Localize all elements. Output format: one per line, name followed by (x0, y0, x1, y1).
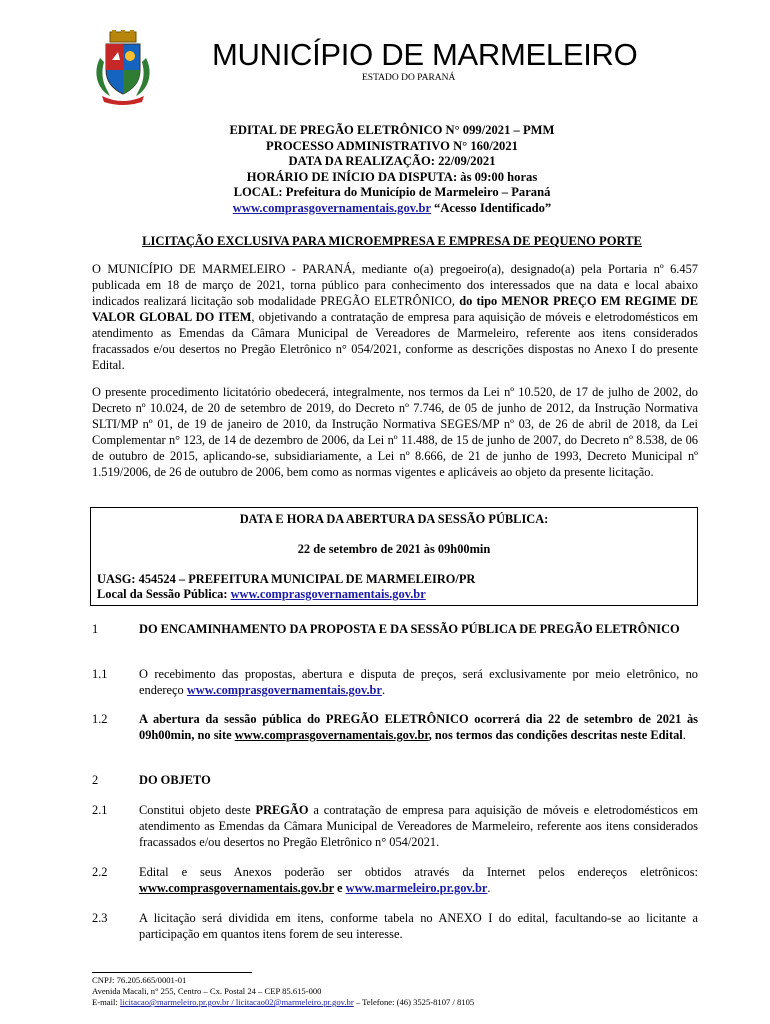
item-body: Edital e seus Anexos poderão ser obtidos através da Internet pelos endereços eletrônicos: (139, 865, 698, 879)
session-datetime: 22 de setembro de 2021 às 09h00min (297, 542, 491, 556)
intro-text: O MUNICÍPIO DE MARMELEIRO - PARANÁ, mediante o(a) pregoeiro(a), designado(a) pela Portaria nº 6.457 publicada em 18 de março de 2021, torna público para conhecimento dos interessados que na data e local abaixo indicados realizará licitação sob modalidade PREGÃO ELETRÔNICO, (92, 262, 698, 308)
process-number: PROCESSO ADMINISTRATIVO N° 160/2021 (266, 138, 518, 153)
item-link[interactable]: www.comprasgovernamentais.gov.br (186, 683, 382, 697)
section-title: DO ENCAMINHAMENTO DA PROPOSTA E DA SESSÃO PÚBLICA DE PREGÃO ELETRÔNICO (139, 622, 680, 636)
section-number: 1 (92, 622, 99, 636)
uasg-line: UASG: 454524 – PREFEITURA MUNICIPAL DE MARMELEIRO/PR (97, 572, 476, 586)
session-local-link[interactable]: www.comprasgovernamentais.gov.br (230, 587, 426, 601)
item-link-1[interactable]: www.comprasgovernamentais.gov.br (139, 881, 334, 895)
footer-address: Avenida Macali, n° 255, Centro – Cx. Postal 24 – CEP 85.615-000 (92, 986, 322, 996)
municipal-coat-of-arms (92, 30, 154, 106)
item-bold: PREGÃO (255, 803, 309, 817)
municipality-title: MUNICÍPIO DE MARMELEIRO (212, 37, 638, 72)
dispute-time: HORÁRIO DE INÍCIO DA DISPUTA: às 09:00 horas (246, 169, 538, 184)
session-local-label: Local da Sessão Pública: (97, 587, 231, 601)
session-box-title: DATA E HORA DA ABERTURA DA SESSÃO PÚBLICA: (239, 512, 549, 526)
item-body: O recebimento das propostas, abertura e disputa de preços, será exclusivamente por meio eletrônico, no endereço (139, 667, 698, 697)
location: LOCAL: Prefeitura do Município de Marmeleiro – Paraná (233, 185, 551, 200)
edital-number: EDITAL DE PREGÃO ELETRÔNICO N° 099/2021 – PMM (229, 123, 555, 137)
item-text: A licitação será dividida em itens, conforme tabela no ANEXO I do edital, facultando-se ao licitante a participação em quantos itens forem de seu interesse. (139, 911, 698, 941)
item-text (139, 864, 698, 896)
section-number: 2 (92, 773, 99, 787)
session-box (90, 507, 698, 606)
item-end: . (381, 683, 386, 697)
section-title: DO OBJETO (139, 773, 211, 787)
item-end: . (487, 881, 491, 895)
footer (92, 975, 474, 1008)
footer-email-label: E-mail: (92, 997, 120, 1007)
legal-paragraph: O presente procedimento licitatório obedecerá, integralmente, nos termos da Lei nº 10.520, de 17 de julho de 2002, do Decreto nº 10.024, de 20 de setembro de 2019, do Decreto nº 7.746, de 05 de junho de 2012, da Instrução Normativa SLTI/MP nº 01, de 19 de janeiro de 2010, da Instrução Normativa SEGES/MP nº 03, de 26 de abril de 2018, da Lei Complementar n° 123, de 14 de dezembro de 2006, da Lei nº 11.488, de 15 de junho de 2007, do Decreto nº 8.538, de 06 de outubro de 2015, aplicando-se, subsidiariamente, a Lei nº 8.666, de 21 de junho de 1993, Decreto Municipal nº 1.519/2006, de 26 de outubro de 2006, bem como as normas vigentes e aplicáveis ao objeto da presente licitação. (92, 385, 698, 479)
item-end: . (682, 728, 686, 742)
item-text (139, 711, 698, 743)
edital-header (92, 123, 692, 217)
item-text (139, 802, 698, 850)
footer-contact (92, 997, 474, 1008)
item-link-2[interactable]: www.marmeleiro.pr.gov.br (345, 881, 488, 895)
intro-text-end: , objetivando a contratação de empresa para aquisição de móveis e eletrodomésticos em atendimento as Emendas da Câmara Municipal de Vereadores de Marmeleiro, referente aos itens considerados fracassados e/ou desertos no Pregão Eletrônico n° 054/2021, conforme as descrições dispostas no Anexo I do presente Edital. (92, 310, 698, 372)
item-body: Constitui objeto deste (139, 803, 256, 817)
item-number: 2.1 (92, 803, 108, 817)
realization-date: DATA DA REALIZAÇÃO: 22/09/2021 (288, 154, 496, 169)
session-local (97, 586, 426, 602)
item-link[interactable]: www.comprasgovernamentais.gov.br (234, 728, 429, 742)
item-and: e (333, 881, 346, 895)
access-note: “Acesso Identificado” (430, 200, 552, 215)
footer-phone: – Telefone: (46) 3525-8107 / 8105 (353, 997, 475, 1007)
exclusive-bidding-title: LICITAÇÃO EXCLUSIVA PARA MICROEMPRESA E EMPRESA DE PEQUENO PORTE (142, 234, 642, 248)
item-text (139, 666, 698, 698)
item-body-2: , nos termos das condições descritas neste Edital (428, 728, 683, 742)
item-body-2: a contratação de empresa para aquisição de móveis e eletrodomésticos em atendimento as Emendas da Câmara Municipal de Vereadores de Marmeleiro, referente aos itens considerados fracassados e/ou desertos no Pregão Eletrônico n° 054/2021. (139, 803, 698, 849)
site-line (92, 201, 692, 217)
footer-divider (92, 972, 252, 973)
intro-paragraph (92, 261, 698, 373)
item-number: 2.3 (92, 911, 108, 925)
intro-bold-text: do tipo MENOR PREÇO EM REGIME DE VALOR GLOBAL DO ITEM (92, 294, 698, 324)
item-number: 1.1 (92, 667, 108, 681)
footer-cnpj: CNPJ: 76.205.665/0001-01 (92, 975, 187, 985)
state-subtitle: ESTADO DO PARANÁ (362, 73, 456, 83)
item-body: A abertura da sessão pública do PREGÃO ELETRÔNICO ocorrerá dia 22 de setembro de 2021 às 09h00min, no site (139, 712, 698, 742)
item-number: 1.2 (92, 712, 108, 726)
footer-email-link[interactable]: licitacao@marmeleiro.pr.gov.br / licitacao02@marmeleiro.pr.gov.br (119, 997, 354, 1007)
item-number: 2.2 (92, 865, 108, 879)
site-link[interactable]: www.comprasgovernamentais.gov.br (232, 200, 431, 215)
